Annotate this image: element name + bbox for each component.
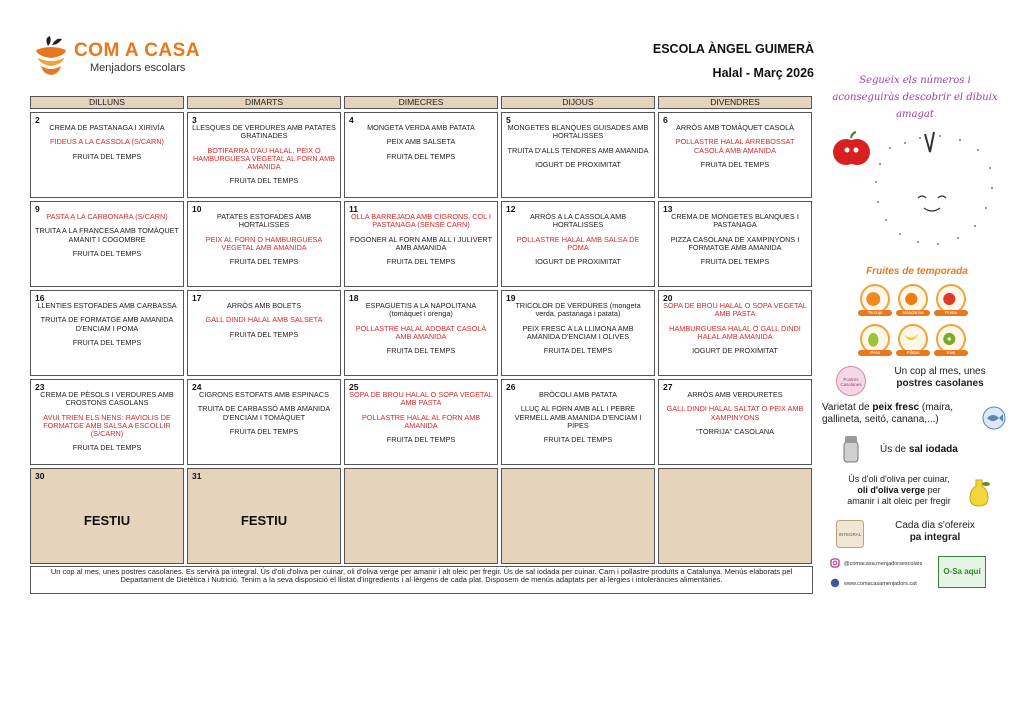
homemade-dessert-badge-icon: Postres Casolanes	[836, 366, 866, 396]
dish-item: FRUITA DEL TEMPS	[700, 257, 770, 267]
day-cell	[30, 201, 184, 287]
dish-list	[663, 124, 807, 169]
dish-item: ARRÒS AMB VERDURETES	[687, 390, 783, 399]
dish-item: POLLASTRE HALAL AL FORN AMB AMANIDA	[361, 412, 481, 430]
fish-info: Varietat de peix fresc (maira, gallineta, seitó, canana,...)	[822, 402, 954, 425]
day-cell	[187, 112, 341, 198]
dish-item: AVUI TRIEN ELS NENS: RAVIOLIS DE FORMATGE AMB SALSA A ESCOLLIR (S/CARN)	[43, 412, 171, 439]
dish-item: LLUÇ AL FORN AMB ALL I PEBRE VERMELL AMB AMANIDA D'ENCIAM I PIPES	[514, 404, 642, 430]
day-cell	[187, 201, 341, 287]
dish-list	[506, 391, 650, 444]
empty-day-cell	[501, 468, 655, 564]
dish-item: FRUITA DEL TEMPS	[386, 257, 456, 267]
dish-item: SOPA DE BROU HALAL O SOPA VEGETAL AMB PASTA	[349, 390, 493, 408]
dish-item: PASTA A LA CARBONARA (S/CARN)	[46, 212, 168, 221]
day-cell	[501, 112, 655, 198]
day-number: 26	[506, 382, 516, 392]
fruit-label: Taronja	[858, 310, 892, 316]
dish-item: ARRÒS AMB TOMÀQUET CASOLÀ	[676, 123, 794, 132]
dessert-info: Un cop al mes, unes postres casolanes	[894, 366, 986, 389]
dish-item: PIZZA CASOLANA DE XAMPINYONS I FORMATGE AMB AMANIDA	[670, 234, 800, 252]
day-cell	[501, 290, 655, 376]
dish-item: TRUITA DE CARBASSÓ AMB AMANIDA D'ENCIAM I TOMÀQUET	[197, 404, 331, 422]
day-cell	[658, 112, 812, 198]
day-cell	[30, 379, 184, 465]
dish-item: FRUITA DEL TEMPS	[72, 151, 142, 161]
dish-item: FRUITA DEL TEMPS	[72, 443, 142, 453]
dish-list	[506, 213, 650, 266]
day-number: 5	[506, 115, 511, 125]
menu-type-title: Halal - Març 2026	[712, 66, 814, 80]
day-number: 27	[663, 382, 673, 392]
brand-title: COM A CASA	[74, 40, 201, 61]
day-number: 30	[35, 471, 45, 481]
dish-item: FRUITA DEL TEMPS	[72, 337, 142, 347]
day-cell-holiday	[30, 468, 184, 564]
olive-oil-icon	[966, 478, 992, 508]
holiday-label: FESTIU	[240, 513, 288, 528]
dish-item: LLESQUES DE VERDURES AMB PATATES GRATINADES	[192, 123, 336, 141]
dish-list	[192, 302, 336, 339]
dish-list	[506, 302, 650, 355]
dish-item: POLLASTRE HALAL ARREBOSSAT CASOLÀ AMB AMANIDA	[675, 137, 795, 155]
day-cell	[344, 379, 498, 465]
day-cell-holiday	[187, 468, 341, 564]
day-number: 18	[349, 293, 359, 303]
seasonal-fruits-grid	[860, 284, 970, 364]
dish-item: FRUITA DEL TEMPS	[386, 346, 456, 356]
dish-list	[349, 302, 493, 355]
day-cell	[187, 379, 341, 465]
brand-subtitle: Menjadors escolars	[90, 62, 186, 74]
dish-item: FRUITA DEL TEMPS	[72, 248, 142, 258]
dish-item: TRUITA DE FORMATGE AMB AMANIDA D'ENCIAM I POMA	[40, 315, 174, 333]
dish-item: FRUITA DEL TEMPS	[386, 435, 456, 445]
day-number: 9	[35, 204, 40, 214]
dish-item: FRUITA DEL TEMPS	[229, 329, 299, 339]
seasonal-fruits-title: Fruites de temporada	[866, 266, 968, 277]
dish-item: CIGRONS ESTOFATS AMB ESPINACS	[199, 390, 329, 399]
dish-item: FIDEUS A LA CASSOLA (S/CARN)	[50, 137, 164, 147]
dish-item: PEIX AL FORN O HAMBURGUESA VEGETAL AMB AMANIDA	[205, 234, 323, 252]
day-number: 12	[506, 204, 516, 214]
calendar-week-5	[30, 468, 813, 564]
dish-item: ESPAGUETIS A LA NAPOLITANA (tomàquet i orenga)	[365, 301, 477, 319]
dish-item: CREMA DE MONGETES BLANQUES I PASTANAGA	[671, 212, 799, 230]
dish-item: POLLASTRE HALAL AMB SALSA DE POMA	[516, 234, 640, 252]
dish-item: SOPA DE BROU HALAL O SOPA VEGETAL AMB PASTA	[663, 301, 807, 319]
calendar-week-2	[30, 201, 813, 287]
dish-item: MONGETA VERDA AMB PATATA	[367, 123, 475, 132]
day-cell	[658, 290, 812, 376]
school-name: ESCOLA ÀNGEL GUIMERÀ	[652, 42, 814, 56]
weeks-container	[30, 112, 813, 465]
dish-item: FRUITA DEL TEMPS	[543, 346, 613, 356]
local-product-badge-icon: O-Sa aquí	[938, 556, 986, 588]
fruit-label: Mandarina	[896, 310, 930, 316]
day-number: 4	[349, 115, 354, 125]
dish-list	[349, 124, 493, 161]
dish-item: GALL DINDI HALAL AMB SALSETA	[205, 315, 323, 325]
whole-bread-badge-icon: INTEGRAL	[836, 520, 864, 548]
weekday-header: DIMECRES	[344, 96, 498, 109]
weekday-header: DIMARTS	[187, 96, 341, 109]
dish-list	[663, 391, 807, 436]
dish-item: "TORRIJA" CASOLANA	[695, 426, 775, 436]
weekday-header: DIVENDRES	[658, 96, 812, 109]
empty-day-cell	[344, 468, 498, 564]
dish-list	[35, 213, 179, 258]
dish-list	[192, 391, 336, 436]
brand-logo	[34, 34, 234, 82]
day-cell	[658, 201, 812, 287]
dish-list	[506, 124, 650, 169]
dish-list	[192, 124, 336, 186]
dot-to-dot-puzzle-icon	[830, 128, 1002, 262]
fruit-label: Pera	[858, 350, 892, 356]
dish-list	[35, 302, 179, 347]
fruit-label: Kiwi	[934, 350, 968, 356]
dish-item: FRUITA DEL TEMPS	[229, 426, 299, 436]
weekday-header: DIJOUS	[501, 96, 655, 109]
dish-item: PEIX FRESC A LA LLIMONA AMB AMANIDA D'ENCIAM I OLIVES	[522, 323, 634, 341]
dish-item: FRUITA DEL TEMPS	[386, 151, 456, 161]
day-number: 2	[35, 115, 40, 125]
day-number: 3	[192, 115, 197, 125]
day-number: 13	[663, 204, 673, 214]
dish-item: FRUITA DEL TEMPS	[543, 435, 613, 445]
dish-item: BOTIFARRA D'AU HALAL, PEIX O HAMBURGUESA VEGETAL AL FORN AMB AMANIDA	[192, 145, 336, 172]
day-number: 6	[663, 115, 668, 125]
dish-item: PATATES ESTOFADES AMB HORTALISSES	[216, 212, 312, 230]
web-icon	[830, 578, 840, 588]
day-number: 16	[35, 293, 45, 303]
dish-list	[35, 391, 179, 453]
day-number: 11	[349, 204, 358, 214]
dish-item: POLLASTRE HALAL ADOBAT CASOLÀ AMB AMANIDA	[355, 323, 487, 341]
dish-item: CREMA DE PASTANAGA I XIRIVÍA	[49, 123, 165, 132]
apple-icon	[833, 139, 870, 165]
day-cell	[658, 379, 812, 465]
bread-info: Cada dia s'ofereix pa integral	[895, 520, 975, 543]
dish-item: IOGURT DE PROXIMITAT	[692, 346, 778, 356]
dish-list	[192, 213, 336, 266]
weekday-header-row	[30, 96, 813, 109]
salt-info: Ús de sal iodada	[880, 444, 958, 455]
dish-item: IOGURT DE PROXIMITAT	[535, 257, 621, 267]
dish-item: IOGURT DE PROXIMITAT	[535, 159, 621, 169]
salt-shaker-icon	[842, 434, 860, 464]
day-number: 19	[506, 293, 516, 303]
dish-item: FRUITA DEL TEMPS	[229, 176, 299, 186]
bowl-logo-icon	[34, 34, 68, 78]
dish-item: FOGONER AL FORN AMB ALL I JULIVERT AMB AMANIDA	[349, 234, 493, 252]
dish-item: TRUITA A LA FRANCESA AMB TOMÀQUET AMANIT I COGOMBRE	[35, 226, 179, 244]
calendar-week-4	[30, 379, 813, 465]
puzzle-title: Segueix els números i aconseguiràs descobrir el dibuix amagat	[832, 75, 998, 120]
dish-list	[349, 213, 493, 266]
fish-icon	[982, 406, 1006, 430]
menu-footnote: Un cop al mes, unes postres casolanes. Es servirà pa integral. Ús d'oli d'oliva per cuinar, oli d'oliva verge per amanir i alt oleic per fregir. Ús de sal iodada per cuinar. Carn i pollastre produïts a Catalunya. Menús elaborats pel Departament de Dietètica i Nutrició. Tenim a la seva disposició el llistat d'ingredients i al·lèrgens de cada plat. Disposem de menús adaptats per al·lèrgies i intoleràncies alimentàries.	[30, 566, 813, 594]
empty-day-cell	[658, 468, 812, 564]
calendar-week-3	[30, 290, 813, 376]
day-number: 24	[192, 382, 202, 392]
dish-list	[663, 302, 807, 355]
dish-item: PEIX AMB SALSETA	[386, 137, 456, 147]
dish-item: FRUITA DEL TEMPS	[700, 159, 770, 169]
oil-info: Ús d'oli d'oliva per cuinar, oli d'oliva verge per amanir i alt oleic per fregir	[847, 474, 951, 506]
dish-item: ARRÒS AMB BOLETS	[226, 301, 302, 310]
dish-item: HAMBURGUESA HALAL O GALL DINDI HALAL AMB AMANIDA	[669, 323, 801, 341]
dish-item: BRÒCOLI AMB PATATA	[539, 390, 617, 399]
day-number: 23	[35, 382, 45, 392]
dish-item: LLENTIES ESTOFADES AMB CARBASSA	[37, 301, 177, 310]
day-cell	[344, 201, 498, 287]
fruit-label: Poma	[934, 310, 968, 316]
day-cell	[344, 290, 498, 376]
day-cell	[344, 112, 498, 198]
dish-item: MONGETES BLANQUES GUISADES AMB HORTALISSES	[507, 123, 649, 141]
dish-item: FRUITA DEL TEMPS	[229, 257, 299, 267]
day-cell	[30, 290, 184, 376]
day-cell	[187, 290, 341, 376]
day-number: 25	[349, 382, 359, 392]
dish-item: OLLA BARREJADA AMB CIGRONS, COL I PASTANAGA (SENSE CARN)	[350, 212, 492, 230]
fruit-label: Plàtan	[896, 350, 930, 356]
instagram-handle[interactable]: @comacasa.menjadorsescolars	[844, 561, 923, 567]
day-number: 17	[192, 293, 202, 303]
day-cell	[30, 112, 184, 198]
weekday-header: DILLUNS	[30, 96, 184, 109]
dish-item: TRUITA D'ALLS TENDRES AMB AMANIDA	[507, 145, 649, 155]
website-link[interactable]: www.comacasamenjadors.cat	[844, 581, 917, 587]
menu-calendar	[30, 96, 813, 567]
dish-list	[349, 391, 493, 444]
calendar-week-1	[30, 112, 813, 198]
day-number: 20	[663, 293, 673, 303]
holiday-label: FESTIU	[83, 513, 131, 528]
dish-item: ARRÒS A LA CASSOLA AMB HORTALISSES	[529, 212, 627, 230]
dish-list	[35, 124, 179, 161]
day-cell	[501, 201, 655, 287]
day-number: 31	[192, 471, 202, 481]
instagram-icon	[830, 558, 840, 568]
dish-item: TRICOLOR DE VERDURES (mongeta verda, pastanaga i patata)	[515, 301, 641, 319]
sidebar-panel	[822, 68, 1008, 598]
day-number: 10	[192, 204, 202, 214]
dish-item: CREMA DE PÈSOLS I VERDURES AMB CROSTONS CASOLANS	[40, 390, 174, 408]
day-cell	[501, 379, 655, 465]
dish-item: GALL DINDI HALAL SALTAT O PEIX AMB XAMPINYONS	[666, 404, 804, 422]
dish-list	[663, 213, 807, 266]
